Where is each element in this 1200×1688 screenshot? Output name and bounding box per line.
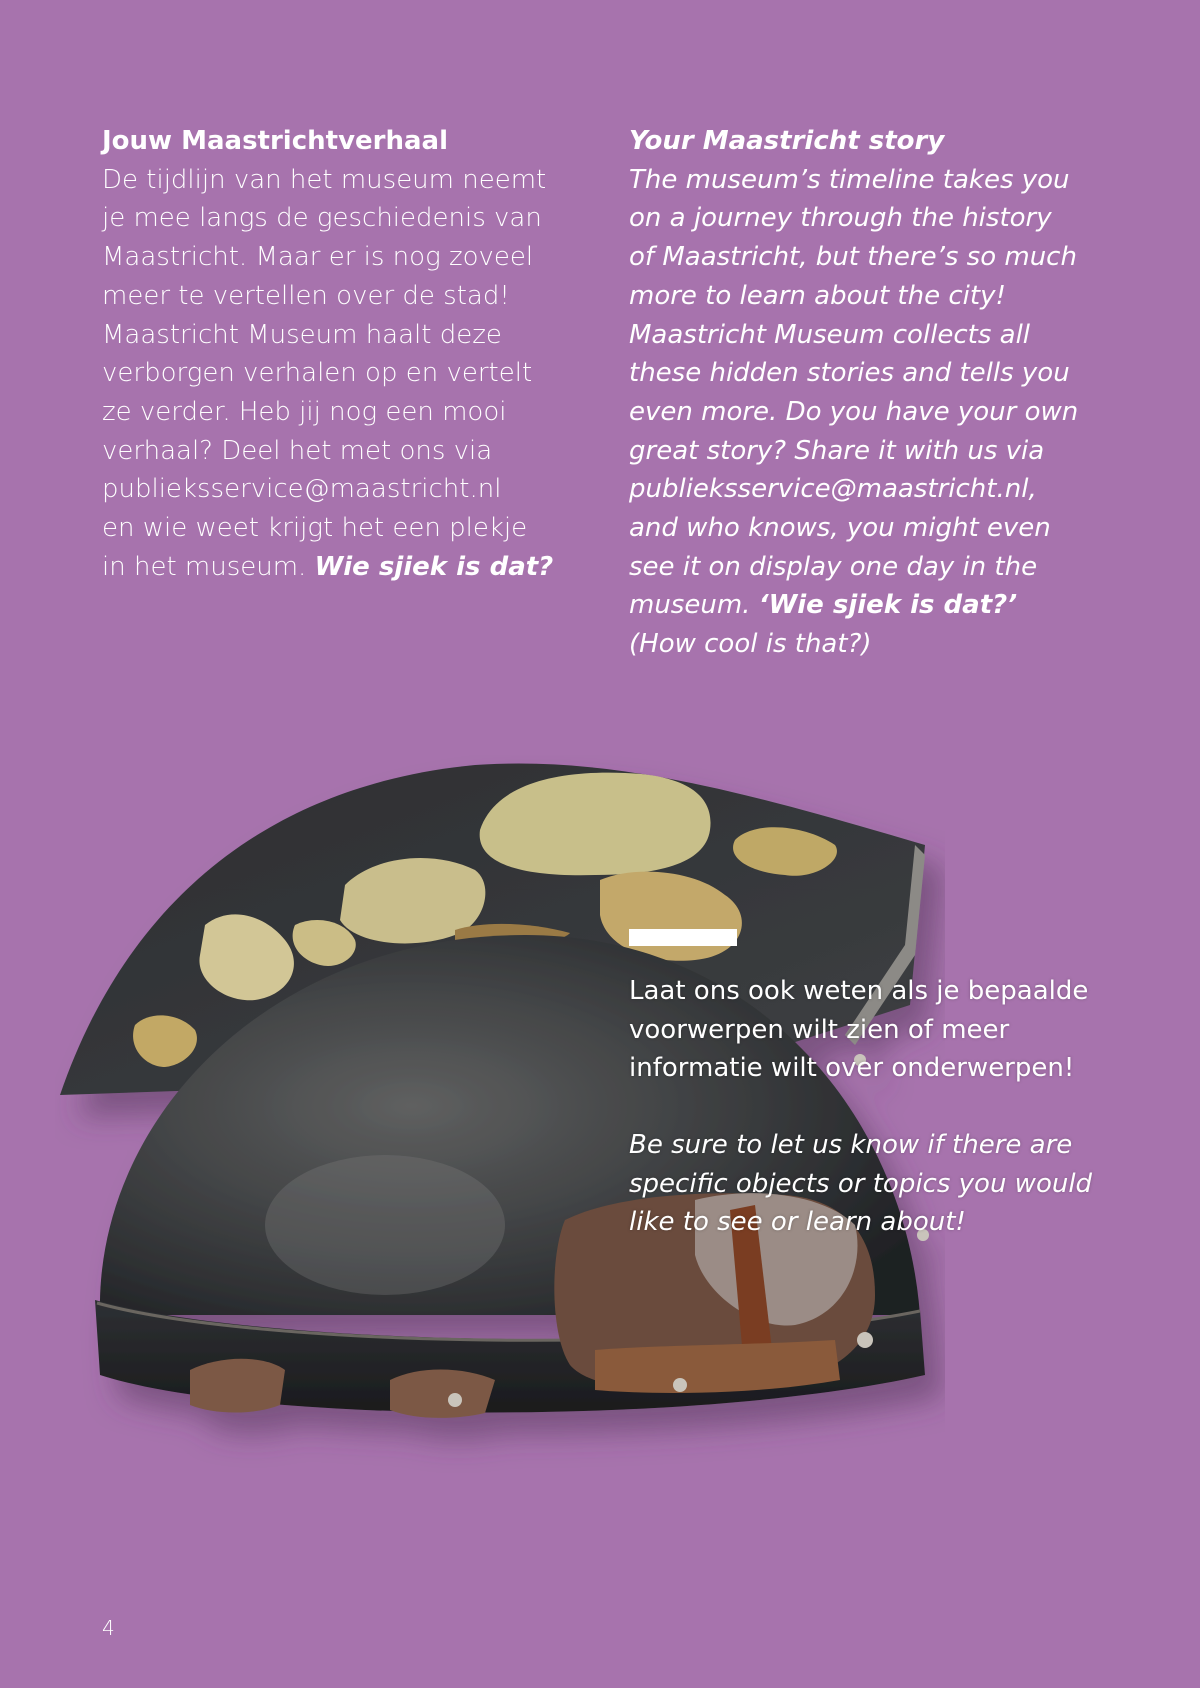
dutch-line: Maastricht. Maar er is nog zoveel: [102, 242, 534, 273]
dutch-line: je mee langs de geschiedenis van: [102, 203, 542, 234]
english-text-column: [629, 122, 1099, 664]
dutch-line: verborgen verhalen op en vertelt: [102, 358, 533, 389]
dutch-line: verhaal? Deel het met ons via: [102, 435, 493, 466]
note-dutch: [629, 972, 1169, 1088]
english-line: great story? Share it with us via: [629, 435, 1045, 466]
english-last-text: museum.: [629, 590, 759, 621]
dutch-text-column: [102, 122, 572, 586]
english-line: even more. Do you have your own: [629, 396, 1079, 427]
english-heading: Your Maastricht story: [629, 126, 945, 156]
note-english-line: Be sure to let us know if there are: [629, 1130, 1073, 1160]
note-dutch-line: Laat ons ook weten als je bepaalde: [629, 976, 1089, 1006]
english-emphasis: ‘Wie sjiek is dat?’: [758, 590, 1018, 621]
dutch-line: meer te vertellen over de stad!: [102, 280, 510, 311]
english-translation: (How cool is that?): [629, 629, 872, 660]
english-line: and who knows, you might even: [629, 513, 1051, 544]
dutch-line: ze verder. Heb jij nog een mooi: [102, 396, 507, 427]
note-english: [629, 1126, 1169, 1242]
english-line: see it on display one day in the: [629, 551, 1038, 582]
english-email-line: publieksservice@maastricht.nl,: [629, 474, 1037, 505]
dutch-last-line: [102, 548, 572, 587]
page-number: 4: [102, 1616, 115, 1640]
english-line: more to learn about the city!: [629, 280, 1006, 311]
english-line: of Maastricht, but there’s so much: [629, 242, 1077, 273]
english-last-line: [629, 586, 1099, 625]
dutch-email-line: publieksservice@maastricht.nl: [102, 474, 502, 505]
dutch-line: Maastricht Museum haalt deze: [102, 319, 502, 350]
english-line: Maastricht Museum collects all: [629, 319, 1031, 350]
dutch-line: De tijdlijn van het museum neemt: [102, 164, 547, 195]
dutch-line: en wie weet krijgt het een plekje: [102, 513, 528, 544]
dutch-heading: Jouw Maastrichtverhaal: [102, 126, 448, 156]
english-line: The museum’s timeline takes you: [629, 164, 1070, 195]
accent-bar: [629, 929, 737, 946]
note-dutch-line: voorwerpen wilt zien of meer: [629, 1014, 1010, 1045]
english-line: these hidden stories and tells you: [629, 358, 1070, 389]
note-dutch-line: informatie wilt over onderwerpen!: [629, 1053, 1075, 1084]
english-line: on a journey through the history: [629, 203, 1052, 234]
note-english-line: like to see or learn about!: [629, 1207, 966, 1238]
note-english-line: specific objects or topics you would: [629, 1168, 1093, 1199]
dutch-emphasis: Wie sjiek is dat?: [314, 551, 554, 582]
dutch-last-text: in het museum.: [102, 551, 315, 582]
